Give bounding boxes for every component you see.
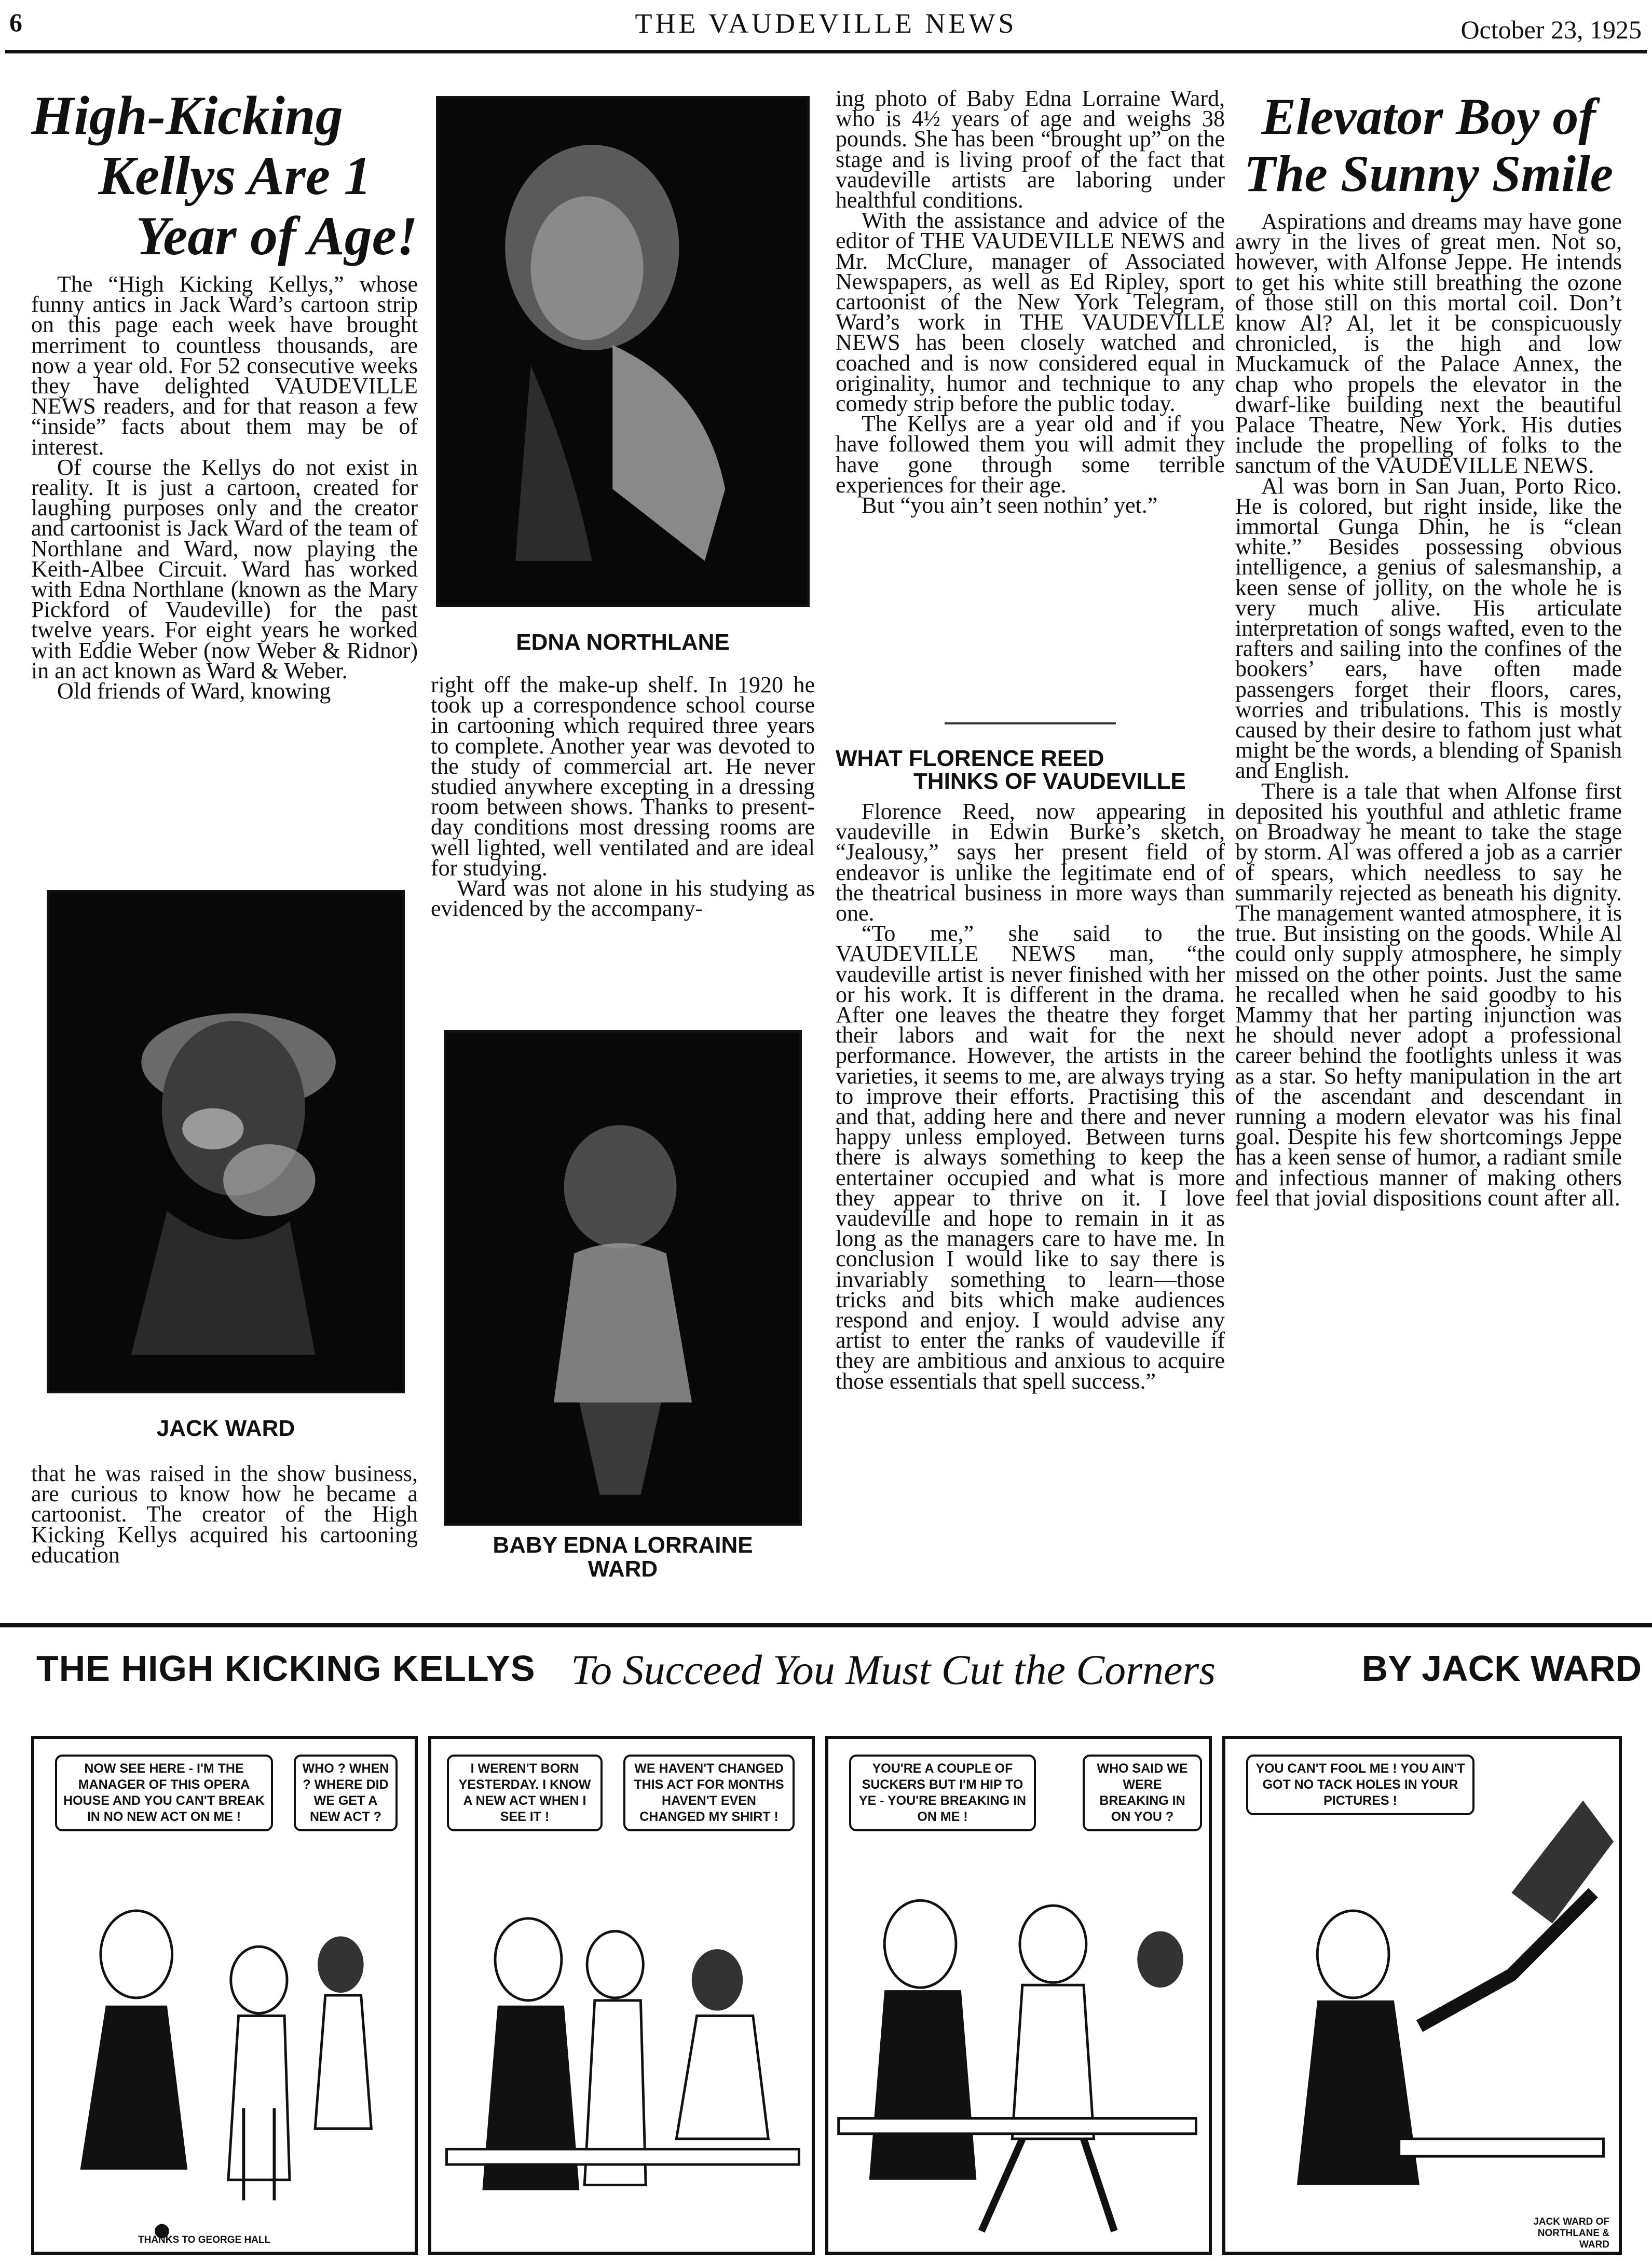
kellys-paragraph: Old friends of Ward, knowing: [57, 678, 331, 704]
panel-credit: JACK WARD OF NORTHLANE & WARD: [1533, 2216, 1609, 2250]
column-divider-rule: [945, 722, 1116, 724]
speech-balloon: YOU CAN'T FOOL ME ! YOU AIN'T GOT NO TACK HOLES IN YOUR PICTURES !: [1246, 1755, 1474, 1815]
strip-header: [0, 1642, 1652, 1693]
elevator-headline-line1: Elevator Boy of: [1261, 91, 1596, 145]
speech-balloon: YOU'RE A COUPLE OF SUCKERS BUT I'M HIP TO YE - YOU'RE BREAKING IN ON ME !: [849, 1755, 1036, 1831]
comic-panel-4: [1222, 1736, 1622, 2255]
florence-reed-paragraph: Florence Reed, now appearing in vaudeville in Edwin Burke’s sketch, “Jealousy,” says her present field of endeavor is unlike the legitimate end of the theatrical business in more ways than one.: [836, 799, 1225, 926]
baby-edna-photo: [444, 1030, 802, 1526]
kellys-paragraph: But “you ain’t seen nothin’ yet.”: [862, 492, 1158, 518]
kellys-paragraph: The Kellys are a year old and if you have followed them you will admit they have gone through some terrible experiences for their age.: [836, 411, 1225, 498]
kellys-article-col1-continued: [31, 1463, 418, 1588]
baby-edna-caption-line1: BABY EDNA LORRAINE: [493, 1532, 753, 1558]
florence-reed-paragraph: “To me,” she said to the VAUDEVILLE NEWS man, “the vaudeville artist is never finished with her or his work. It is different in the drama. After one leaves the theatre they forget their labors and wait for the next performance. However, the artists in the varieties, it seems to me, are always trying to improve their efforts. Practising this and that, adding here and there and never happy unless employed. Between turns there is always something to keep the entertainer occupied and what is more they appear to thrive on it. I love vaudeville and hope to remain in it as long as the managers care to have me. In conclusion I would like to say there is invariably something to learn—those tricks and bits which make audiences respond and enjoy. I would advise any artist to enter the ranks of vaudeville if they are ambitious and anxious to acquire those essentials that spell success.”: [836, 921, 1225, 1394]
kellys-paragraph: With the assistance and advice of the editor of THE VAUDEVILLE NEWS and Mr. McClure, manager of Associated Newspapers, as well as Ed Ripley, sport cartoonist of the New York Telegram, Ward’s work in THE VAUDEVILLE NEWS has been closely watched and coached and is now considered equal in originality, humor and technique to any comedy strip before the public today.: [836, 208, 1225, 417]
florence-reed-headline-line1: WHAT FLORENCE REED: [836, 747, 1104, 771]
strip-byline: BY JACK WARD: [1361, 1648, 1642, 1689]
masthead: [0, 0, 1652, 58]
kellys-paragraph: Ward was not alone in his studying as evidenced by the accompany-: [431, 875, 815, 922]
kellys-paragraph: ing photo of Baby Edna Lorraine Ward, who is 4½ years of age and weighs 38 pounds. She has been “brought up” on the stage and is living proof of the fact that vaudeville artists are laboring under healthful conditions.: [836, 88, 1225, 213]
kellys-paragraph: right off the make-up shelf. In 1920 he took up a correspondence school course in cartooning which required three years to complete. Another year was devoted to the study of commercial art. He never studied anywhere excepting in a dressing room between shows. Thanks to present-day conditions most dressing rooms are well lighted, well ventilated and are ideal for studying.: [431, 675, 815, 881]
panel-credit: THANKS TO GEORGE HALL: [138, 2235, 271, 2245]
masthead-rule: [5, 50, 1647, 53]
jack-ward-photo: [47, 890, 405, 1393]
florence-reed-article: [836, 747, 1225, 1593]
elevator-paragraph: Al was born in San Juan, Porto Rico. He is colored, but right inside, like the immortal Gunga Dhin, he is “clean white.” Besides possessing obvious intelligence, a genius of salesmanship, a keen sense of jollity, on the whole he is very much alive. His articulate interpretation of songs wafted, even to the rafters and sailing into the confines of the bookers’ ears, have often made passengers forget their floors, cares, worries and tribulations. This is mostly caused by their desire to fathom just what might be the words, a blending of Spanish and English.: [1235, 473, 1622, 784]
kellys-article-col2: [431, 675, 815, 1017]
newspaper-title: THE VAUDEVILLE NEWS: [635, 8, 1017, 39]
kellys-headline-line1: High-Kicking: [31, 88, 343, 146]
edna-northlane-caption: EDNA NORTHLANE: [516, 629, 730, 655]
elevator-headline-line2: The Sunny Smile: [1244, 145, 1614, 202]
kellys-paragraph: The “High Kicking Kellys,” whose funny antics in Jack Ward’s cartoon strip on this page each week have brought merriment to countless thousands, are now a year old. For 52 consecutive weeks they have delighted VAUDEVILLE NEWS readers, and for that reason a few “inside” facts about them may be of interest.: [31, 271, 418, 460]
kellys-paragraph: Of course the Kellys do not exist in reality. It is just a cartoon, created for laughing purposes only and the creator and cartoonist is Jack Ward of the team of Northlane and Ward, now playing the Keith-Albee Circuit. Ward has worked with Edna Northlane (known as the Mary Pickford of Vaudeville) for the past twelve years. For eight years he worked with Eddie Weber (now Weber & Ridnor) in an act known as Ward & Weber.: [31, 454, 418, 683]
strip-motto: To Succeed You Must Cut the Corners: [571, 1646, 1216, 1693]
elevator-paragraph: Aspirations and dreams may have gone awry in the lives of great men. Not so, however, with Alfonse Jeppe. He intends to get his white still breathing the ozone of those still on this mortal coil. Don’t know Al? Al, let it be conspicuously chronicled, is the high and low Muckamuck of the Palace Annex, the chap who propels the elevator in the dwarf-like building next the beautiful Palace Theatre, New York. His duties include the propelling of folks to the sanctum of the VAUDEVILLE NEWS.: [1235, 209, 1622, 478]
page-number: 6: [9, 8, 22, 37]
elevator-paragraph: There is a tale that when Alfonse first deposited his youthful and athletic frame on Broadway he meant to take the stage by storm. Al was offered a job as a carrier of spears, which needless to say he summarily rejected as beneath his dignity. The management wanted atmosphere, it is true. But insisting on the goods. While Al could only supply atmosphere, he simply missed on the other points. Just the same he recalled when he said goodby to his Mammy that her parting injunction was he should never adopt a professional career behind the footlights unless it was as a star. So hefty manipulation in the art of the ascendant and descendant in running a modern elevator was his final goal. Despite his few shortcomings Jeppe has a keen sense of humor, a radiant smile and infectious manner of making others feel that jovial dispositions count after all.: [1235, 778, 1622, 1211]
issue-date: October 23, 1925: [1460, 15, 1642, 44]
kellys-headline-line3: Year of Age!: [135, 205, 418, 266]
strip-top-rule: [0, 1623, 1652, 1627]
kellys-headline-line2: Kellys Are 1: [98, 145, 372, 206]
florence-reed-headline-line2: THINKS OF VAUDEVILLE: [913, 769, 1186, 794]
speech-balloon: NOW SEE HERE - I'M THE MANAGER OF THIS OPERA HOUSE AND YOU CAN'T BREAK IN NO NEW ACT ON ME !: [55, 1755, 273, 1831]
florence-reed-headline: [836, 747, 1225, 793]
kellys-article-col1: [31, 88, 418, 854]
kellys-paragraph: that he was raised in the show business, are curious to know how he became a cartoonist. The creator of the High Kicking Kellys acquired his cartooning education: [31, 1463, 418, 1568]
comic-panel-3: [825, 1736, 1212, 2255]
jack-ward-caption: JACK WARD: [156, 1416, 295, 1441]
strip-title: THE HIGH KICKING KELLYS: [36, 1648, 536, 1689]
baby-edna-caption: [444, 1533, 802, 1581]
kellys-article-col3: [836, 88, 1225, 706]
speech-balloon: WHO SAID WE WERE BREAKING IN ON YOU ?: [1083, 1755, 1202, 1831]
elevator-boy-article: [1235, 91, 1622, 1596]
edna-northlane-photo: [436, 96, 810, 607]
comic-panel-1: [31, 1736, 418, 2255]
speech-balloon: I WEREN'T BORN YESTERDAY. I KNOW A NEW ACT WHEN I SEE IT !: [447, 1755, 603, 1831]
speech-balloon: WHO ? WHEN ? WHERE DID WE GET A NEW ACT ?: [294, 1755, 398, 1831]
baby-edna-caption-line2: WARD: [588, 1556, 658, 1582]
speech-balloon: WE HAVEN'T CHANGED THIS ACT FOR MONTHS HAVEN'T EVEN CHANGED MY SHIRT !: [623, 1755, 795, 1831]
comic-panel-2: [428, 1736, 815, 2255]
